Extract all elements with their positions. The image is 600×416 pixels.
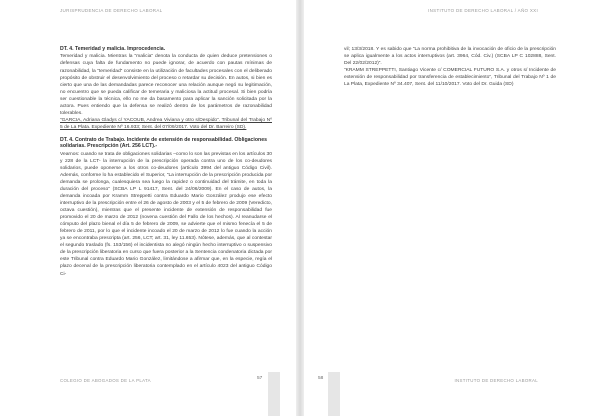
left-page-tab xyxy=(268,372,280,416)
right-footer: INSTITUTO DE DERECHO LABORAL xyxy=(454,378,538,383)
left-page-number: 57 xyxy=(257,376,263,381)
citation-garcia: “GARCIA, Adriana Gladys c/ YACOUB, Andrea Viviana y otro s/Despido”. Tribunal del Trabajo Nº 5 de La Plata. Expediente Nº 16.933; Sent. del 07/09/2017. Voto del Dr. Barreiro (SD). xyxy=(60,117,272,130)
right-page-tab xyxy=(328,372,340,416)
left-page-body xyxy=(60,46,272,278)
left-running-head: JURISPRUDENCIA DE DERECHO LABORAL xyxy=(60,8,163,13)
right-running-head: INSTITUTO DE DERECHO LABORAL / AÑO XXI xyxy=(428,8,538,13)
book-gutter xyxy=(296,0,304,416)
section-body-contrato: Vearnos: cuando se trata de obligaciones solidarias –como lo son las previstas en los artículos 30 y 228 de la LCT- la interrupción de la prescripción operada contra uno de los co-deudores solidarios, puede oponerse a los otros co-deudores (artículo 3994 del antiguo Código Civil). Además, conforme lo ha establecido el Superior, “La interrupción de la prescripción producida por demanda se prolonga, cualesquiera sea luego la rapidez o continuidad del trámite, en toda la duración del proceso” (SCBA LP L 91417, Sent. del 24/06/2009). En el caso de autos, la demanda incoada por Kramm Streppetti contra Eduardo Mario González produjo ese efecto interruptivo de la prescripción entre el 26 de agosto de 2003 y el 5 de febrero de 2009 (Veredicto, octava cuestión), mientras que el presente incidente de extensión de responsabilidad fue promovido el 20 de marzo de 2012 (novena cuestión del Fallo de los hechos). Al reanudarse el cómputo del plazo bienal el día 5 de febrero de 2009, se advierte que el mismo fenecía el 5 de febrero de 2011, por lo que el incidente incoado el 20 de marzo de 2012 lo fue cuando la acción ya se encontraba prescripta (art. 256, LCT; art. 31, ley 11.653). Nótese, además, que al contestar el segundo traslado (fs. 153/156) el incidentista no alegó ningún hecho interruptivo o suspensivo de la prescripción liberatoria en curso que fuera posterior a la Sentencia condenatoria dictada por este Tribunal contra Eduardo Mario González, limitándose a afirmar que, en la especie, regía el plazo decenal de la prescripción liberatoria contemplado en el artículo 4023 del antiguo Código Ci- xyxy=(60,151,272,277)
citation-kramm: “KRAMM STREPPETTI, Santiago Vicente c/ COMERCIAL FUTURO S.A. y otros s/ Incidente de extensión de responsabilidad por transferencia de establecimiento”, Tribunal del Trabajo Nº 1 de La Plata, Expediente Nº 34.407, Sent. del 11/10/2017. Voto del Dr. Guida (SD) xyxy=(344,68,556,88)
right-page-number: 58 xyxy=(318,376,324,381)
right-page-body xyxy=(344,46,556,88)
section-title-contrato: DT. 4. Contrato de Trabajo. Incidente de extensión de responsabilidad. Obligaciones solidarias. Prescripción (Art. 256 LCT).- xyxy=(60,136,267,150)
left-footer: COLEGIO DE ABOGADOS DE LA PLATA xyxy=(60,378,151,383)
right-page xyxy=(304,0,600,416)
left-page xyxy=(0,0,296,416)
section-body-temeridad: Temeridad y malicia. Mientras la “malicia” denota la conducta de quien deduce pretensiones o defensas cuya falta de fundamento no puede ignorar, de acuerdo con pautas mínimas de razonabilidad, la “temeridad” consiste en la utilización de facultades procesales con el deliberado propósito de obstruir el desenvolvimiento del proceso o retardar su decisión. En autos, si bien es cierto que una de las demandadas parece reconocer una relación aunque negó su legitimación, no encuentro que se pueda calificar de temeraria y maliciosa la actitud procesal. Si bien podría ser cuestionable la técnica, ello no me da basamento para aplicar la sanción solicitada por la actora. Pues entiendo que la defensa se realizó dentro de los parámetros de razonabilidad tolerables. xyxy=(60,54,272,116)
section-title-temeridad: DT. 4. Temeridad y malicia. Improcedencia. xyxy=(60,46,166,52)
right-body-continuation: vil; 13/3/2018. Y es sabido que “La norma prohibitiva de la invocación de oficio de la prescripción se aplica igualmente a los actos interruptivos (art. 3964, Cód. Civ.) (SCBA LP C 102888, Sent. Del 22/02/2012)”. xyxy=(344,47,556,67)
